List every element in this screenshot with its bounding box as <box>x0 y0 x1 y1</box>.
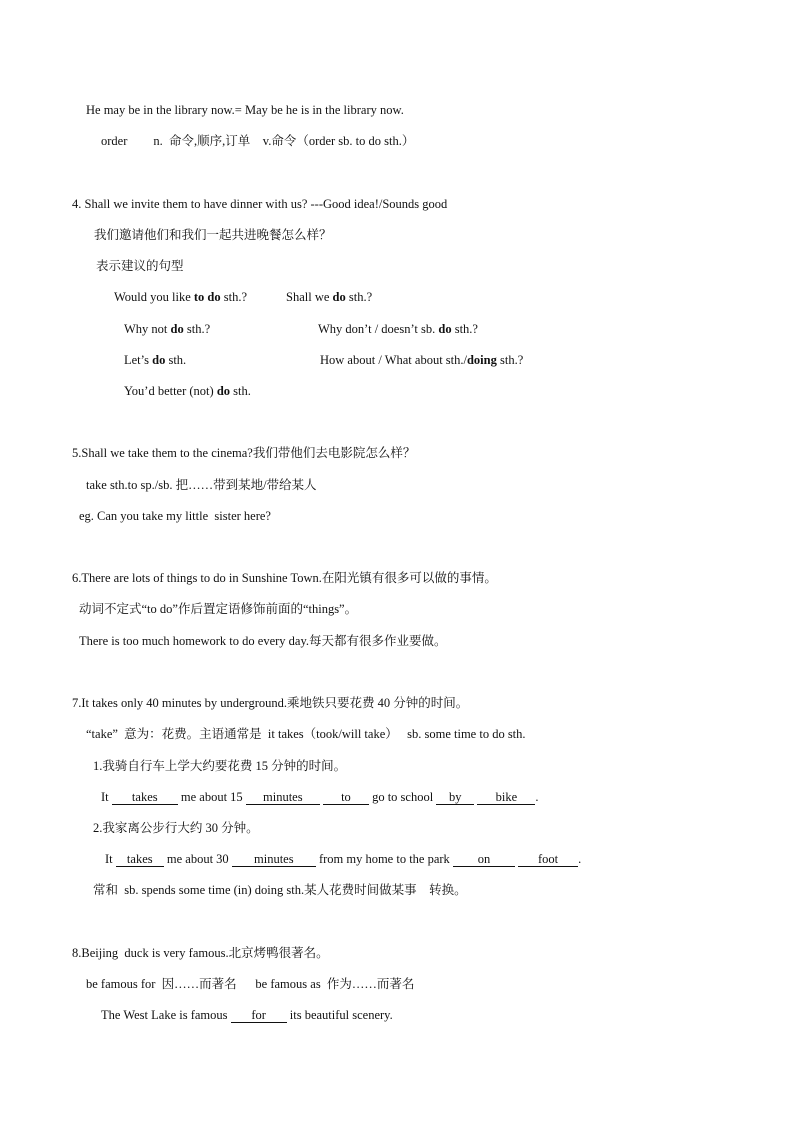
answer-blank: bike <box>477 790 535 805</box>
item-6-sentence: 6.There are lots of things to do in Sunshine Town.在阳光镇有很多可以做的事情。 <box>72 571 497 585</box>
answer-blank: for <box>231 1008 287 1023</box>
item-7-note: “take” 意为：花费。主语通常是 it takes（took/will take） sb. some time to do sth. <box>86 727 526 741</box>
pattern-shall-we: Shall we do sth.? <box>286 290 373 304</box>
item-5-example: eg. Can you take my little sister here? <box>79 509 271 523</box>
item-6-example: There is too much homework to do every day.每天都有很多作业要做。 <box>79 634 447 648</box>
pattern-had-better: You’d better (not) do sth. <box>124 384 251 398</box>
item-4-sentence: 4. Shall we invite them to have dinner with us? ---Good idea!/Sounds good <box>72 197 448 211</box>
item-4-translation: 我们邀请他们和我们一起共进晚餐怎么样？ <box>94 228 332 242</box>
answer-blank: takes <box>112 790 178 805</box>
pattern-lets: Let’s do sth. <box>124 353 187 367</box>
item-6-note: 动词不定式“to do”作后置定语修饰前面的“things”。 <box>79 602 358 616</box>
pattern-how-about: How about / What about sth./doing sth.? <box>320 353 524 367</box>
answer-blank: minutes <box>232 852 316 867</box>
answer-blank: on <box>453 852 515 867</box>
exercise-2-prompt: 2.我家离公步行大约 30 分钟。 <box>93 821 259 835</box>
item-8-sentence: 8.Beijing duck is very famous.北京烤鸭很著名。 <box>72 946 329 960</box>
item-5-sentence: 5.Shall we take them to the cinema?我们带他们去电影院怎么样？ <box>72 446 416 460</box>
item-5-phrase: take sth.to sp./sb. 把……带到某地/带给某人 <box>86 478 317 492</box>
example-sentence-may-be: He may be in the library now.= May be he is in the library now. <box>86 103 404 117</box>
answer-blank: foot <box>518 852 578 867</box>
vocab-order <box>101 133 414 149</box>
answer-blank: minutes <box>246 790 320 805</box>
item-8-example: The West Lake is famous for its beautiful scenery. <box>101 1008 393 1022</box>
item-8-phrase: be famous for 因……而著名 be famous as 作为……而著名 <box>86 977 415 991</box>
item-4-note: 表示建议的句型 <box>96 259 184 273</box>
pattern-would-you-like: Would you like to do sth.? <box>114 290 248 304</box>
pattern-why-dont: Why don’t / doesn’t sb. do sth.? <box>318 322 478 336</box>
answer-blank: takes <box>116 852 164 867</box>
pattern-why-not: Why not do sth.? <box>124 322 211 336</box>
exercise-2-answer: It takes me about 30 minutes from my home to the park on foot . <box>105 852 582 866</box>
answer-blank: to <box>323 790 369 805</box>
exercise-1-answer: It takes me about 15 minutes to go to school by bike . <box>101 790 539 804</box>
vocab-definition: n. 命令,顺序,订单 v.命令（order sb. to do sth.） <box>153 134 415 148</box>
vocab-word: order <box>101 134 128 148</box>
exercise-1-prompt: 1.我骑自行车上学大约要花费 15 分钟的时间。 <box>93 759 347 773</box>
item-7-sentence: 7.It takes only 40 minutes by underground.乘地铁只要花费 40 分钟的时间。 <box>72 696 469 710</box>
item-7-compare: 常和 sb. spends some time (in) doing sth.某人花费时间做某事 转换。 <box>93 883 467 897</box>
answer-blank: by <box>436 790 474 805</box>
